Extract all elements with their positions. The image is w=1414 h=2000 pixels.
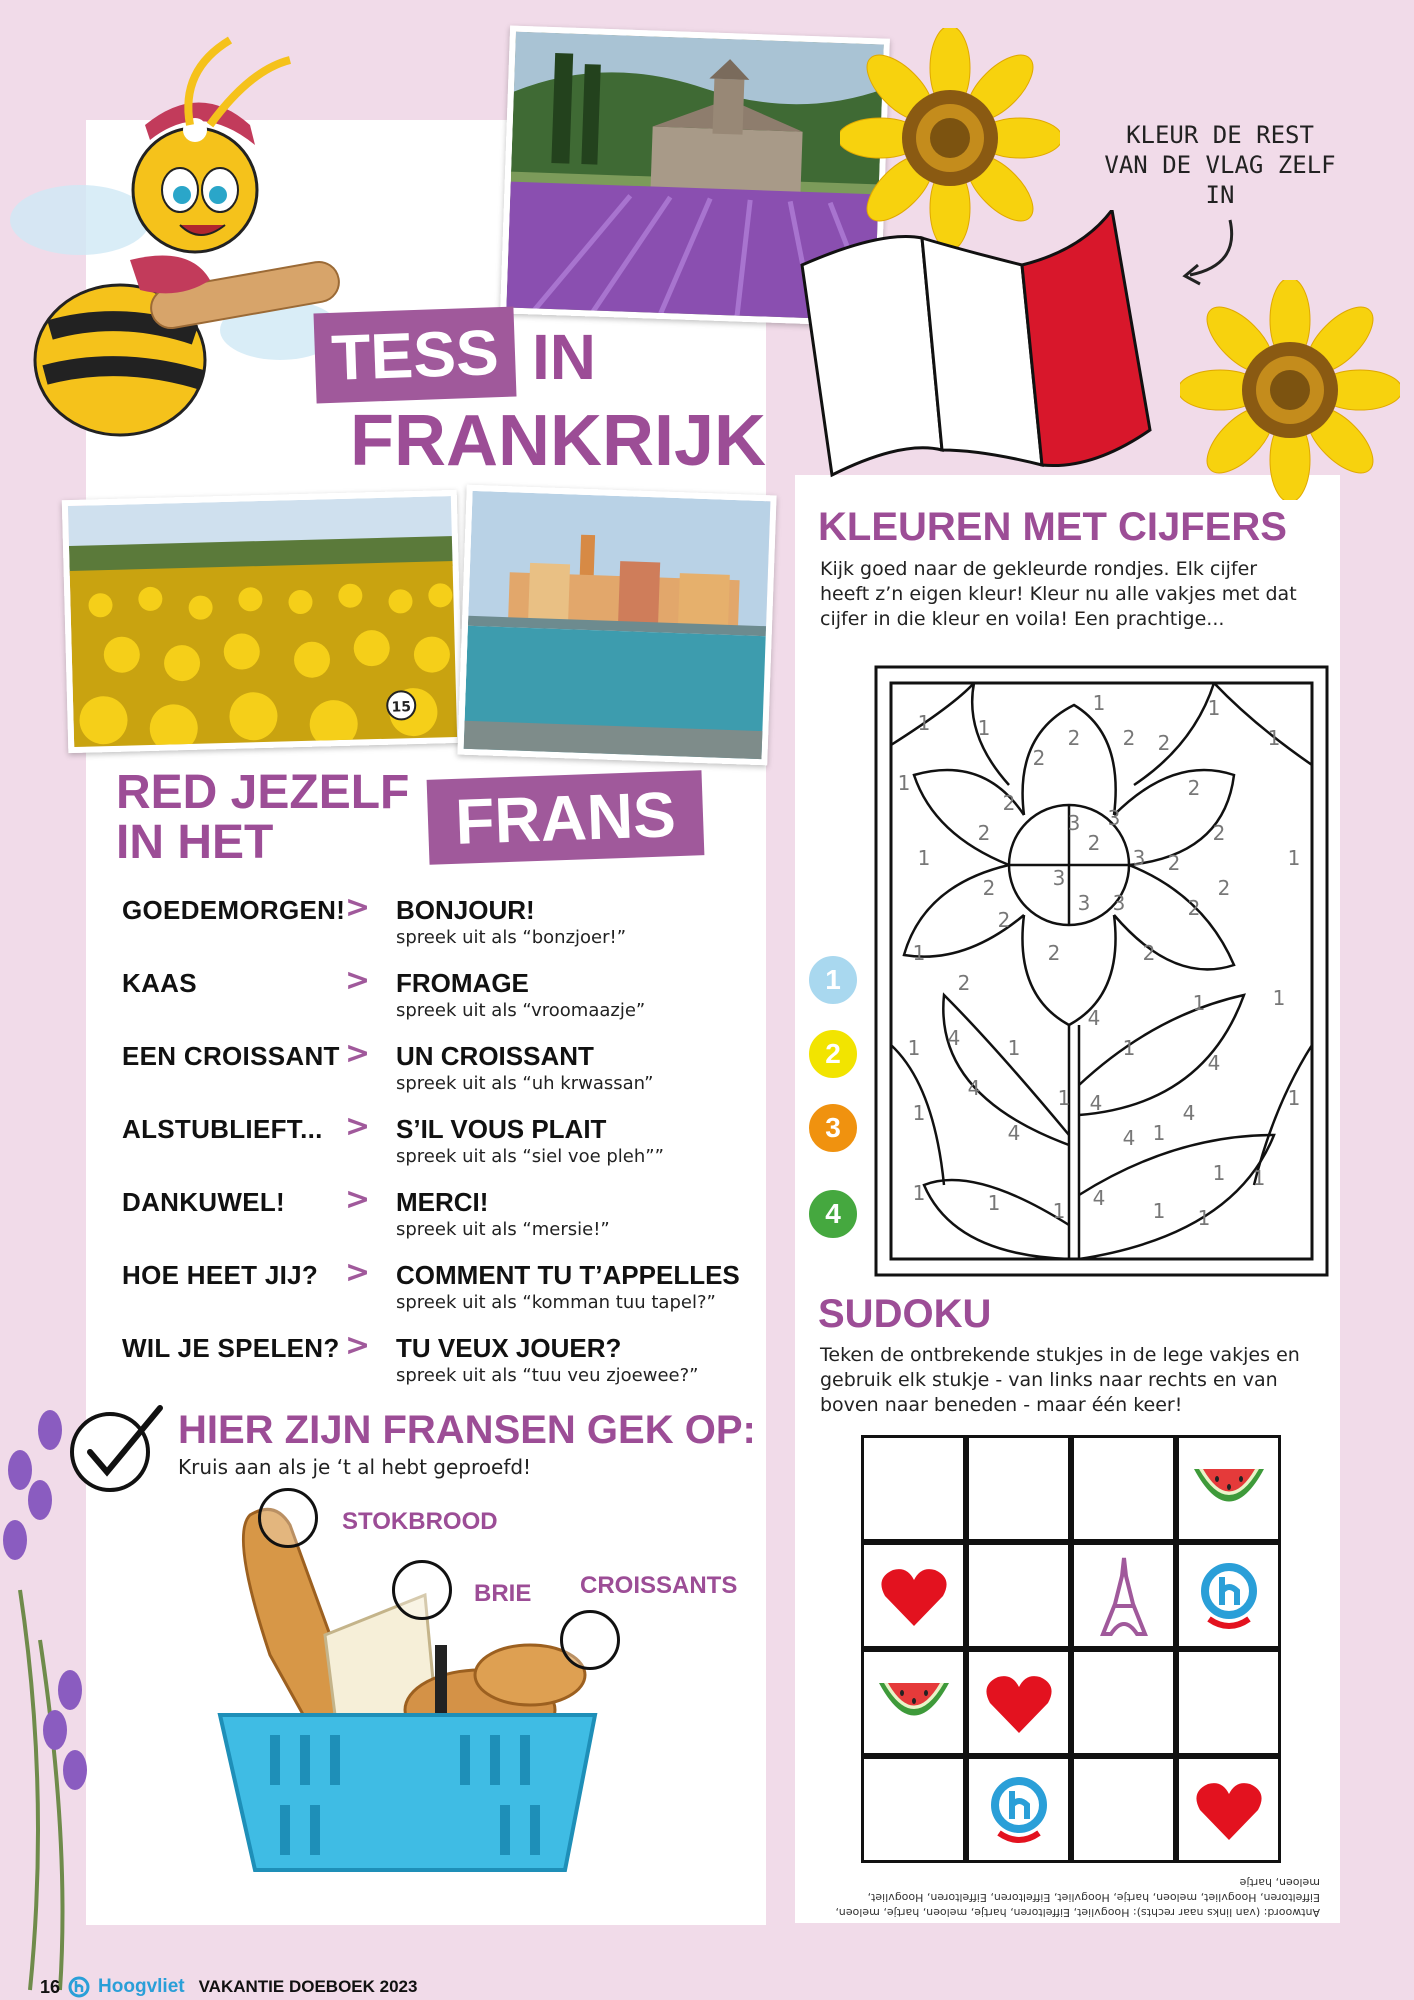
sudoku-cell-r2c3[interactable]	[1071, 1542, 1176, 1649]
grid-num: 3	[1132, 846, 1146, 870]
grid-num: 4	[1089, 1091, 1103, 1115]
sudoku-cell-r2c1[interactable]	[861, 1542, 966, 1649]
phrase-arrow-7: >	[345, 1328, 371, 1363]
sudoku-answer: Antwoord: (van links naar rechts): Hoogvliet, Eiffeltoren, hartje, meloen, hartje, meloen, Eiffeltoren, Hoogvliet, meloen, hartje, Hoogvliet, Eiffeltoren, Eiffeltoren, Hoogvliet, meloen, hartje	[835, 1876, 1320, 1919]
grid-num: 2	[982, 876, 996, 900]
phrase-french-4: S’IL VOUS PLAIT	[396, 1114, 607, 1144]
phrase-pron-2: spreek uit als “vroomaazje”	[396, 1000, 646, 1021]
grid-num: 2	[1187, 776, 1201, 800]
grid-num: 1	[1287, 846, 1301, 870]
legend-dot-1	[806, 953, 860, 1007]
phrase-french-2: FROMAGE	[396, 968, 529, 998]
bread-basket-image	[210, 1495, 630, 1875]
grid-num: 1	[1267, 726, 1281, 750]
phrase-dutch-7: WIL JE SPELEN?	[122, 1333, 340, 1363]
phrase-arrow-6: >	[345, 1255, 371, 1290]
hoogvliet-logo-icon	[1197, 1561, 1261, 1631]
legend-num-4: 4	[825, 1198, 841, 1229]
footer	[40, 1975, 417, 1999]
phrase-pron-1: spreek uit als “bonzjoer!”	[396, 927, 627, 948]
legend-num-1: 1	[825, 964, 841, 995]
grid-num: 1	[1252, 1166, 1266, 1190]
grid-num: 1	[1122, 1036, 1136, 1060]
phrase-french-3: UN CROISSANT	[396, 1041, 594, 1071]
grid-num: 1	[1287, 1086, 1301, 1110]
food-label-croissants: CROISSANTS	[580, 1572, 738, 1599]
sudoku-cell-r3c1[interactable]	[861, 1649, 966, 1756]
phrase-arrow-5: >	[345, 1182, 371, 1217]
hoogvliet-logo-icon	[987, 1775, 1051, 1845]
lavender-decoration	[0, 1390, 90, 2000]
grid-num: 1	[912, 941, 926, 965]
grid-num: 1	[1197, 1206, 1211, 1230]
flag-note	[1100, 120, 1340, 210]
grid-num: 1	[1052, 1199, 1066, 1223]
frans-box	[427, 770, 705, 865]
grid-num: 2	[1067, 726, 1081, 750]
sunflower-right-image	[1180, 280, 1400, 500]
heart-icon	[984, 1671, 1054, 1735]
food-section-title: HIER ZIJN FRANSEN GEK OP:	[178, 1408, 756, 1452]
page-number: 16	[40, 1976, 61, 1997]
sudoku-cell-r2c4[interactable]	[1176, 1542, 1281, 1649]
phrase-pron-6: spreek uit als “komman tuu tapel?”	[396, 1292, 716, 1313]
grid-num: 1	[1152, 1121, 1166, 1145]
grid-num: 4	[1207, 1051, 1221, 1075]
grid-num: 1	[912, 1181, 926, 1205]
menton-coast-photo	[457, 485, 776, 766]
grid-num: 3	[1067, 811, 1081, 835]
hoogvliet-logo-icon	[68, 1976, 90, 1998]
grid-num: 1	[1152, 1199, 1166, 1223]
phrase-arrow-4: >	[345, 1109, 371, 1144]
coloring-picture	[874, 665, 1329, 1277]
phrase-dutch-5: DANKUWEL!	[122, 1187, 286, 1217]
flag-note-arrow	[1170, 210, 1250, 290]
grid-num: 1	[907, 1036, 921, 1060]
phrase-french-5: MERCI!	[396, 1187, 489, 1217]
phrase-french-6: COMMENT TU T’APPELLES	[396, 1260, 740, 1290]
sunflower-field-photo	[62, 490, 463, 753]
phrase-pron-3: spreek uit als “uh krwassan”	[396, 1073, 654, 1094]
sudoku-grid	[861, 1435, 1291, 1875]
grid-num: 2	[1187, 896, 1201, 920]
grid-num: 2	[997, 908, 1011, 932]
phrases-title-line2: IN HET	[116, 816, 274, 869]
eiffel-tower-icon	[1099, 1556, 1149, 1636]
flag-note-text: KLEUR DE REST VAN DE VLAG ZELF IN	[1104, 121, 1336, 209]
title-tess-box	[313, 307, 516, 404]
footer-book-title: VAKANTIE DOEBOEK 2023	[198, 1977, 418, 1996]
phrase-dutch-3: EEN CROISSANT	[122, 1041, 340, 1071]
croissants-checkbox[interactable]	[560, 1610, 620, 1670]
heart-icon	[1194, 1778, 1264, 1842]
france-flag-drawing	[792, 210, 1152, 480]
footer-brand: Hoogvliet	[98, 1976, 185, 1997]
frans-title: FRANS	[454, 777, 677, 858]
grid-num: 1	[987, 1191, 1001, 1215]
coloring-text: Kijk goed naar de gekleurde rondjes. Elk cijfer heeft z’n eigen kleur! Kleur nu alle vakjes met dat cijfer in die kleur en voila! Een prachtige...	[820, 558, 1297, 630]
sudoku-text: Teken de ontbrekende stukjes in de lege vakjes en gebruik elk stukje - van links naar rechts en van boven naar beneden - maar één keer!	[820, 1344, 1300, 1416]
grid-num: 2	[1167, 851, 1181, 875]
grid-num: 2	[957, 971, 971, 995]
title-in: IN	[532, 321, 596, 393]
brie-checkbox[interactable]	[392, 1560, 452, 1620]
grid-num: 1	[912, 1101, 926, 1125]
stokbrood-checkbox[interactable]	[258, 1488, 318, 1548]
grid-num: 1	[977, 716, 991, 740]
phrase-dutch-6: HOE HEET JIJ?	[122, 1260, 319, 1290]
sudoku-cell-r1c2[interactable]	[966, 1435, 1071, 1542]
grid-num: 2	[1032, 746, 1046, 770]
legend-num-3: 3	[825, 1112, 841, 1143]
grid-num: 1	[1212, 1161, 1226, 1185]
grid-num: 4	[1122, 1126, 1136, 1150]
phrase-arrow-3: >	[345, 1036, 371, 1071]
sudoku-cell-r4c2[interactable]	[966, 1756, 1071, 1863]
grid-num: 4	[967, 1076, 981, 1100]
phrase-arrow-1: >	[345, 890, 371, 925]
phrase-french-1: BONJOUR!	[396, 895, 535, 925]
grid-num: 2	[1142, 941, 1156, 965]
grid-num: 1	[1272, 986, 1286, 1010]
grid-num: 1	[1207, 696, 1221, 720]
sudoku-cell-r3c4[interactable]	[1176, 1649, 1281, 1756]
phrase-dutch-4: ALSTUBLIEFT...	[122, 1114, 323, 1144]
sudoku-cell-r4c3[interactable]	[1071, 1756, 1176, 1863]
food-label-brie: BRIE	[474, 1580, 532, 1607]
grid-num: 4	[1007, 1121, 1021, 1145]
food-label-stokbrood: STOKBROOD	[342, 1508, 498, 1535]
phrase-pron-4: spreek uit als “siel voe pleh””	[396, 1146, 664, 1167]
grid-num: 1	[1007, 1036, 1021, 1060]
title-frankrijk: FRANKRIJK	[350, 401, 767, 481]
grid-num: 1	[1192, 991, 1206, 1015]
phrase-pron-5: spreek uit als “mersie!”	[396, 1219, 610, 1240]
bee-mascot-tess	[10, 30, 350, 450]
grid-num: 3	[1107, 806, 1121, 830]
grid-num: 2	[1217, 876, 1231, 900]
grid-num: 2	[1122, 726, 1136, 750]
watermelon-icon	[1189, 1459, 1269, 1519]
phrase-pron-7: spreek uit als “tuu veu zjoewee?”	[396, 1365, 699, 1386]
grid-num: 3	[1077, 891, 1091, 915]
phrase-dutch-1: GOEDEMORGEN!	[122, 895, 346, 925]
grid-num: 3	[1052, 866, 1066, 890]
grid-num: 1	[917, 711, 931, 735]
grid-num: 2	[1212, 821, 1226, 845]
sudoku-cell-r3c3[interactable]	[1071, 1649, 1176, 1756]
grid-num: 1	[1092, 691, 1106, 715]
title-tess: TESS	[330, 316, 500, 394]
legend-num-2: 2	[825, 1038, 841, 1069]
legend-dot-4	[806, 1187, 860, 1241]
grid-num: 1	[917, 846, 931, 870]
grid-num: 4	[1092, 1186, 1106, 1210]
sudoku-cell-r1c1[interactable]	[861, 1435, 966, 1542]
heart-icon	[879, 1564, 949, 1628]
sudoku-cell-r3c2[interactable]	[966, 1649, 1071, 1756]
sudoku-cell-r4c4[interactable]	[1176, 1756, 1281, 1863]
grid-num: 2	[1157, 731, 1171, 755]
sudoku-cell-r1c4[interactable]	[1176, 1435, 1281, 1542]
phrase-arrow-2: >	[345, 963, 371, 998]
phrases-title-line1: RED JEZELF	[116, 766, 410, 819]
grid-num: 2	[1002, 791, 1016, 815]
grid-num: 3	[1112, 891, 1126, 915]
legend-dot-2	[806, 1027, 860, 1081]
grid-num: 4	[947, 1026, 961, 1050]
phrase-dutch-2: KAAS	[122, 968, 197, 998]
grid-num: 4	[1182, 1101, 1196, 1125]
photo-badge: 15	[391, 699, 412, 716]
sudoku-cell-r1c3[interactable]	[1071, 1435, 1176, 1542]
food-section-subtitle: Kruis aan als je ‘t al hebt geproefd!	[178, 1455, 532, 1479]
sudoku-cell-r2c2[interactable]	[966, 1542, 1071, 1649]
sudoku-title: SUDOKU	[818, 1292, 992, 1336]
grid-num: 2	[1087, 831, 1101, 855]
grid-num: 1	[897, 771, 911, 795]
grid-num: 2	[1047, 941, 1061, 965]
phrase-french-7: TU VEUX JOUER?	[396, 1333, 622, 1363]
grid-num: 4	[1087, 1006, 1101, 1030]
legend-dot-3	[806, 1101, 860, 1155]
sudoku-cell-r4c1[interactable]	[861, 1756, 966, 1863]
grid-num: 2	[977, 821, 991, 845]
watermelon-icon	[874, 1673, 954, 1733]
grid-num: 1	[1057, 1086, 1071, 1110]
coloring-title: KLEUREN MET CIJFERS	[818, 505, 1287, 549]
